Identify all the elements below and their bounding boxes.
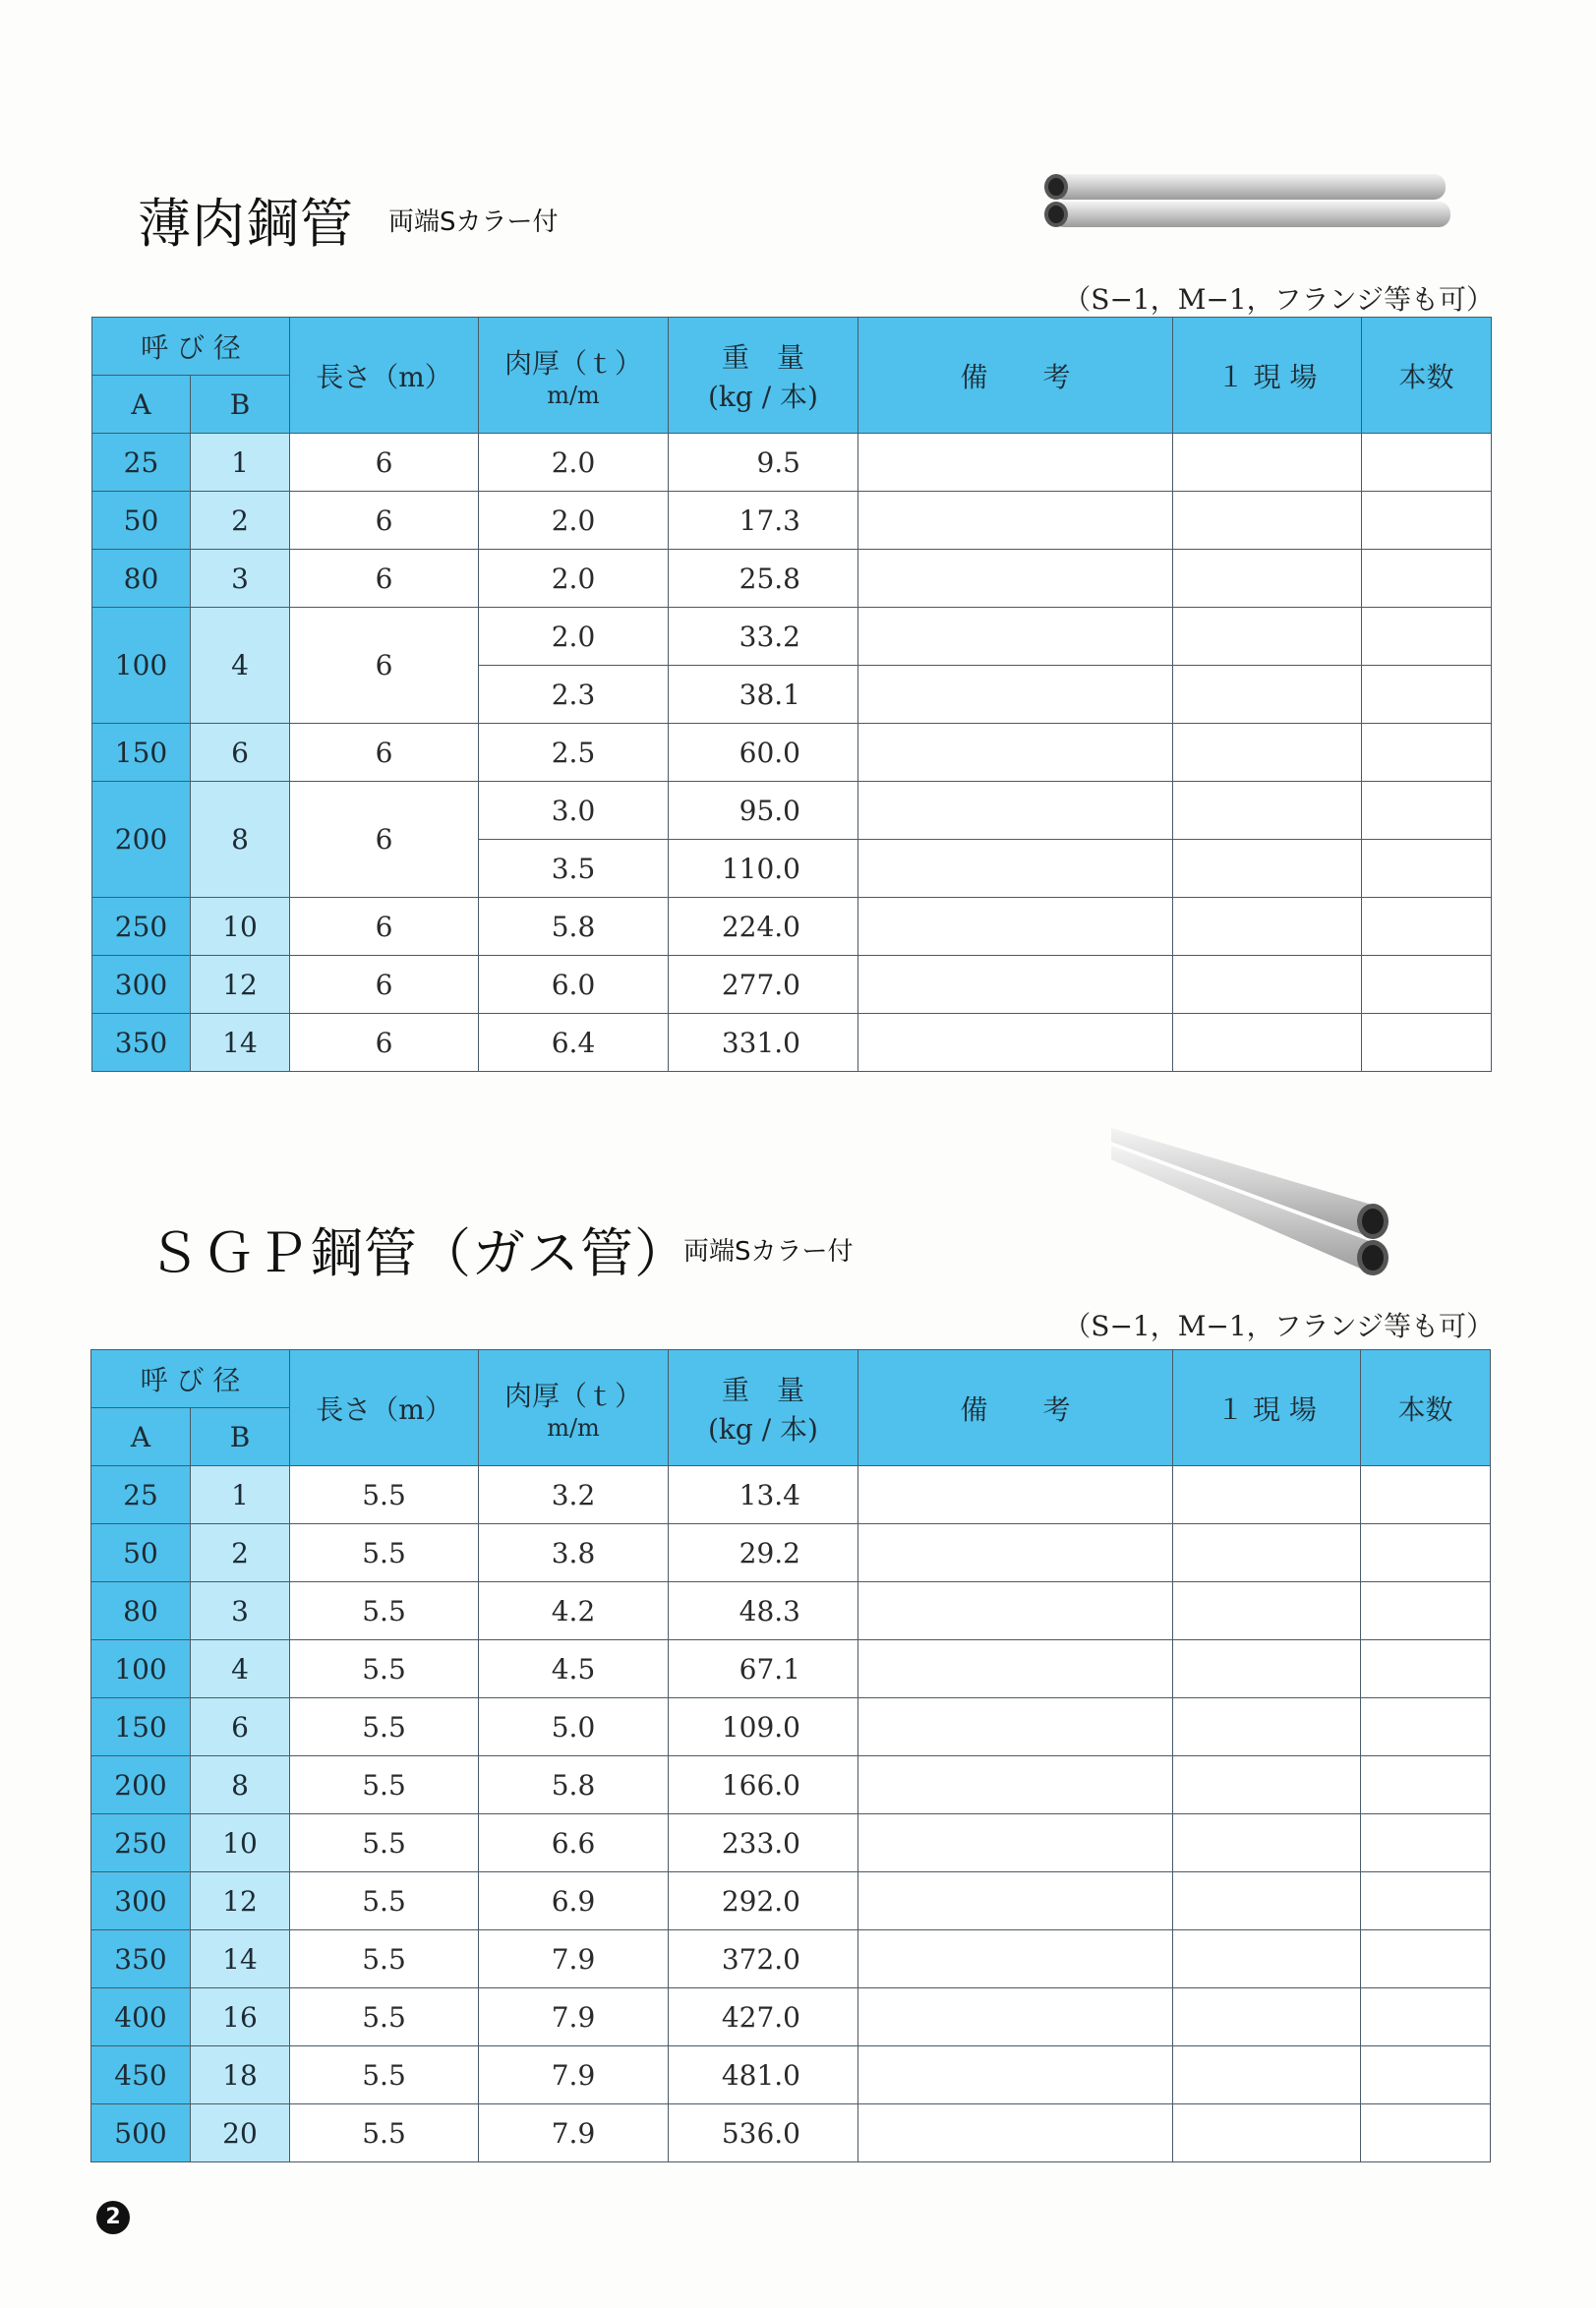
section1-note: （S−1，M−1，フランジ等も可） [1063, 283, 1494, 316]
count-header: 本数 [1362, 318, 1492, 434]
page-number: 2 [96, 2201, 130, 2234]
length-header: 長さ（m） [290, 318, 479, 434]
table-row: 300 12 5.5 6.9 292.0 [91, 1872, 1491, 1930]
length-header: 長さ（m） [290, 1350, 479, 1466]
table-row: 250 10 6 5.8 224.0 [92, 898, 1492, 956]
section2-title: ＳＧＰ鋼管（ガス管） [148, 1222, 688, 1284]
table-row: 50 2 6 2.0 17.3 [92, 492, 1492, 550]
table-row: 2.3 38.1 [92, 666, 1492, 724]
pipe-image-1 [1033, 162, 1465, 251]
table-row: 50 2 5.5 3.8 29.2 [91, 1524, 1491, 1582]
weight-header: 重 量 (kg / 本) [669, 1350, 858, 1466]
a-header: A [91, 1408, 191, 1466]
a-header: A [92, 376, 191, 434]
table-row: 100 4 5.5 4.5 67.1 [91, 1640, 1491, 1698]
nominal-diameter-header: 呼 び 径 [91, 1350, 290, 1408]
table-row: 80 3 5.5 4.2 48.3 [91, 1582, 1491, 1640]
table-row: 25 1 5.5 3.2 13.4 [91, 1466, 1491, 1524]
table-row: 100 4 6 2.0 33.2 [92, 608, 1492, 666]
thin-wall-pipe-table [91, 317, 1492, 1072]
table-row: 200 8 5.5 5.8 166.0 [91, 1756, 1491, 1814]
table-row: 25 1 6 2.0 9.5 [92, 434, 1492, 492]
sgp-pipe-table [90, 1349, 1491, 2162]
remarks-header: 備 考 [858, 318, 1173, 434]
table-row: 350 14 5.5 7.9 372.0 [91, 1930, 1491, 1988]
table-row: 450 18 5.5 7.9 481.0 [91, 2046, 1491, 2104]
section1-subtitle: 両端Sカラー付 [388, 207, 559, 237]
pipe-image-2 [1101, 1116, 1406, 1283]
b-header: B [191, 376, 290, 434]
table-row: 300 12 6 6.0 277.0 [92, 956, 1492, 1014]
section2-note: （S−1，M−1，フランジ等も可） [1063, 1310, 1494, 1342]
section2-subtitle: 両端Sカラー付 [683, 1237, 854, 1267]
weight-header: 重 量 (kg / 本) [669, 318, 858, 434]
site-header: １ 現 場 [1173, 1350, 1361, 1466]
table-row: 3.5 110.0 [92, 840, 1492, 898]
count-header: 本数 [1361, 1350, 1491, 1466]
site-header: １ 現 場 [1173, 318, 1362, 434]
table-row: 250 10 5.5 6.6 233.0 [91, 1814, 1491, 1872]
thickness-header: 肉厚（ｔ） m/m [479, 1350, 669, 1466]
remarks-header: 備 考 [858, 1350, 1173, 1466]
b-header: B [191, 1408, 290, 1466]
table-row: 400 16 5.5 7.9 427.0 [91, 1988, 1491, 2046]
table-row: 350 14 6 6.4 331.0 [92, 1014, 1492, 1072]
section1-title: 薄肉鋼管 [138, 193, 354, 255]
table-row: 200 8 6 3.0 95.0 [92, 782, 1492, 840]
table-row: 80 3 6 2.0 25.8 [92, 550, 1492, 608]
nominal-diameter-header: 呼 び 径 [92, 318, 290, 376]
table-row: 150 6 5.5 5.0 109.0 [91, 1698, 1491, 1756]
thickness-header: 肉厚（ｔ） m/m [479, 318, 669, 434]
table-row: 500 20 5.5 7.9 536.0 [91, 2104, 1491, 2162]
table-row: 150 6 6 2.5 60.0 [92, 724, 1492, 782]
